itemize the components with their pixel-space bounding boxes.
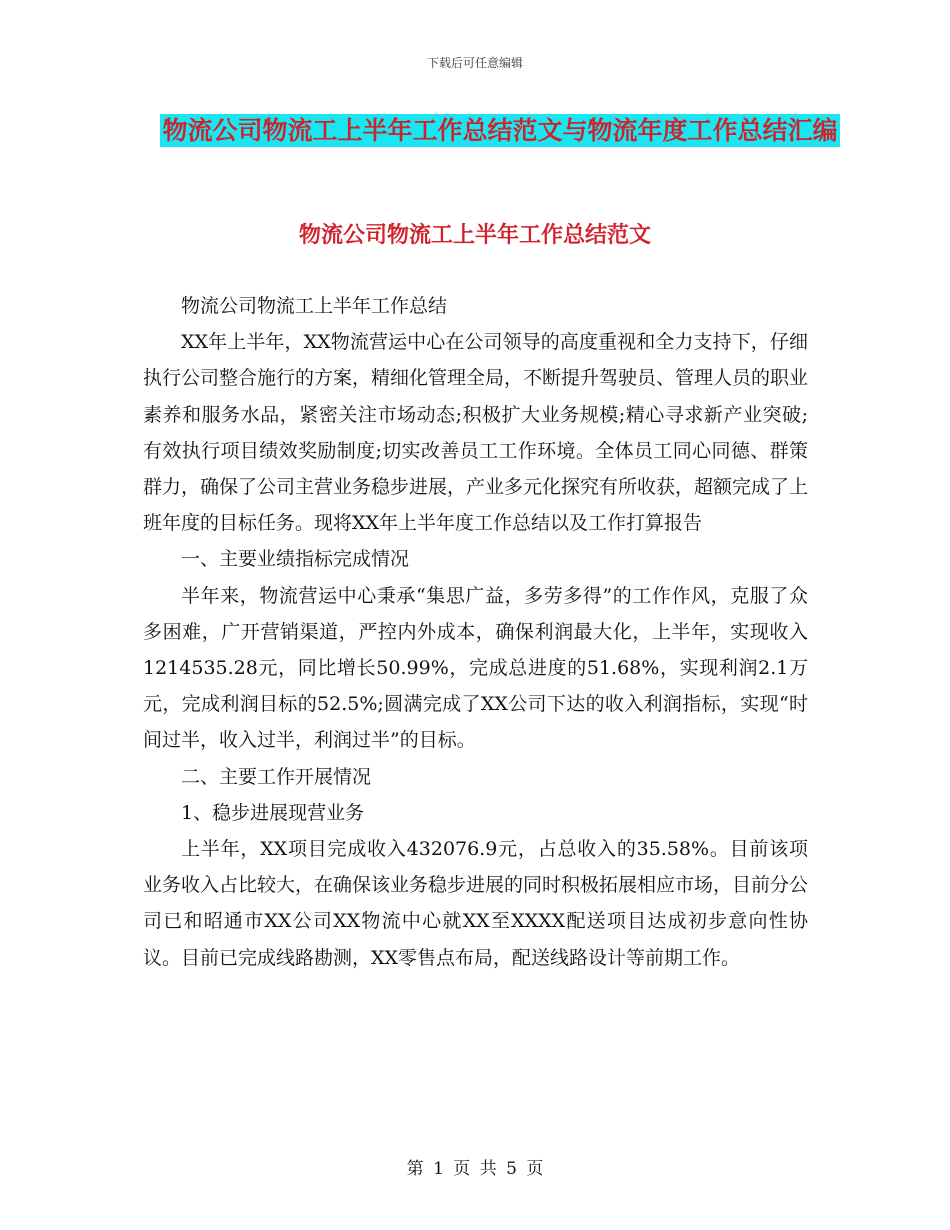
paragraph: 1、稳步进展现营业务 [181,801,365,824]
section-title: 物流公司物流工上半年工作总结范文 [298,223,651,248]
document-title-text: 物流公司物流工上半年工作总结范文与物流年度工作总结汇编 [162,116,838,145]
document-title [140,108,860,153]
paragraph: 物流公司物流工上半年工作总结 [181,295,448,317]
paragraph: 上半年，XX项目完成收入432076.9元，占总收入的35.58%。目前该项业务收入占比较大，在确保该业务稳步进展的同时积极拓展相应市场，目前分公司已和昭通市XX公司XX物流中心就XX至XXXX配送项目达成初步意向性协议。目前已完成线路勘测，XX零售点布局，配送线路设计等前期工作。 [143,838,809,969]
header-note: 下载后可任意编辑 [426,56,523,70]
page-number-footer: 第 1 页 共 5 页 [406,1159,544,1179]
paragraph: 半年来，物流营运中心秉承“集思广益，多劳多得”的工作作风，克服了众多困难，广开营销渠道，严控内外成本，确保利润最大化，上半年，实现收入1214535.28元，同比增长50.99%，完成总进度的51.68%，实现利润2.1万元，完成利润目标的52.5%;圆满完成了XX公司下达的收入利润指标，实现“时间过半，收入过半，利润过半”的目标。 [143,584,808,752]
paragraph: XX年上半年，XX物流营运中心在公司领导的高度重视和全力支持下，仔细执行公司整合施行的方案，精细化管理全局，不断提升驾驶员、管理人员的职业素养和服务水品，紧密关注市场动态;积极扩大业务规模;精心寻求新产业突破;有效执行项目绩效奖励制度;切实改善员工工作环境。全体员工同心同德、群策群力，确保了公司主营业务稳步进展，产业多元化探究有所收获，超额完成了上班年度的目标任务。现将XX年上半年度工作总结以及工作打算报告 [143,331,809,535]
paragraph: 一、主要业绩指标完成情况 [181,548,410,571]
paragraph: 二、主要工作开展情况 [181,765,372,788]
document-body [143,288,808,976]
